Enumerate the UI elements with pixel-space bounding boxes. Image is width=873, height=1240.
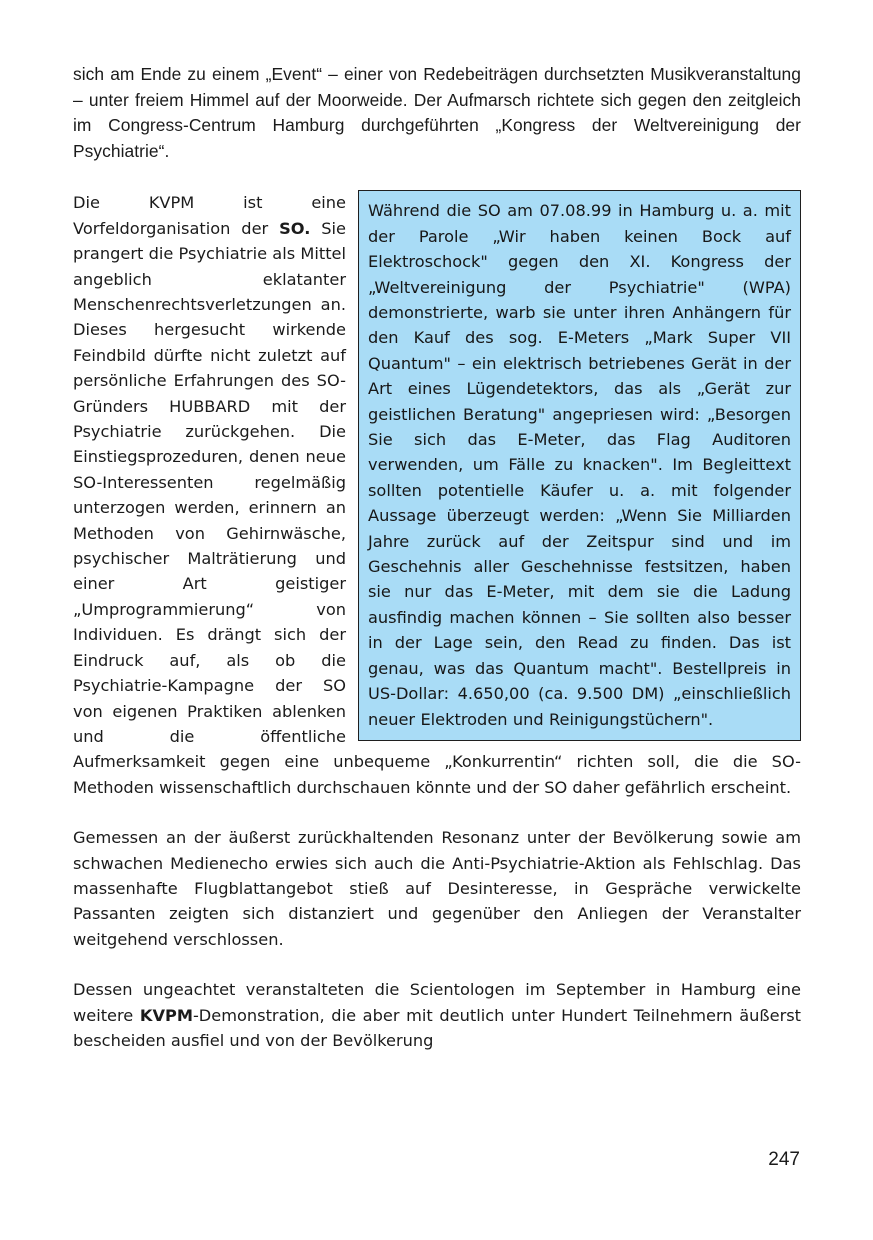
dessen-text-part-2: -Demonstration, die aber mit deutlich unter Hundert Teilnehmern äußerst bescheiden ausfiel und von der Bevölkerung bbox=[73, 1005, 802, 1050]
paragraph-dessen bbox=[73, 977, 801, 1053]
two-column-section bbox=[73, 190, 801, 800]
callout-box bbox=[358, 190, 801, 741]
callout-box-text: Während die SO am 07.08.99 in Hamburg u. a. mit der Parole „Wir haben keinen Bock auf Elektroschock" gegen den XI. Kongress der „Weltvereinigung der Psychiatrie" (WPA) demonstrierte, warb sie unter ihren Anhängern für den Kauf des sog. E-Meters „Mark Super VII Quantum" – ein elektrisch betriebenes Gerät in der Art eines Lügendetektors, das als „Gerät zur geistlichen Beratung" angepriesen wird: „Besorgen Sie sich das E-Meter, das Flag Auditoren verwenden, um Fälle zu knacken". Im Begleittext sollten potentielle Käufer u. a. mit folgender Aussage überzeugt werden: „Wenn Sie Milliarden Jahre zurück auf der Zeitspur sind und im Geschehnis aller Geschehnisse festsitzen, haben sie nur das E-Meter, mit dem sie die Ladung ausfindig machen können – Sie sollten also besser in der Lage sein, den Read zu finden. Das ist genau, was das Quantum macht". Bestellpreis in US-Dollar: 4.650,00 (ca. 9.500 DM) „einschließlich neuer Elektroden und Reinigungstüchern". bbox=[368, 201, 791, 729]
kvpm-bold-so: SO. bbox=[279, 218, 311, 238]
page-content bbox=[73, 62, 801, 1053]
dessen-bold-kvpm: KVPM bbox=[139, 1005, 193, 1025]
kvpm-text-part-2: Sie prangert die Psychiatrie als Mittel angeblich eklatanter Menschenrechtsverletzungen an. Dieses hergesucht wirkende Feindbild dürfte nicht zuletzt auf persönliche Erfahrungen des SO-Gründers HUBBARD mit der Psychiatrie zurückgehen. Die Einstiegsprozeduren, denen neue SO-Interessenten regelmäßig unterzogen werden, erinnern an Methoden von Gehirnwäsche, psychischer Malträtierung und einer Art geistiger „Umprogrammierung“ von Individuen. Es drängt sich der Eindruck auf, als ob die Psychiatrie-Kampagne der SO von eigenen Praktiken ablenken und die öffentliche Aufmerksamkeit gegen eine unbequeme „Konkurrentin“ richten soll, die die SO-Methoden wissenschaftlich durchschauen könnte und der SO daher gefährlich erscheint. bbox=[73, 218, 801, 797]
dessen-text-part-1: Dessen ungeachtet veranstalteten die Scientologen im September in Hamburg eine weitere bbox=[73, 980, 801, 1025]
kvpm-text-part-1: Die KVPM ist eine Vorfeldorganisation der bbox=[73, 193, 346, 238]
page-number: 247 bbox=[768, 1149, 800, 1170]
paragraph-intro: sich am Ende zu einem „Event“ – einer von Redebeiträgen durchsetzten Musikveranstaltung – unter freiem Himmel auf der Moorweide. Der Aufmarsch richtete sich gegen den zeitgleich im Congress-Centrum Hamburg durchgeführten „Kongress der Weltvereinigung der Psychiatrie“. bbox=[73, 64, 801, 161]
paragraph-resonanz: Gemessen an der äußerst zurückhaltenden Resonanz unter der Bevölkerung sowie am schwachen Medienecho erwies sich auch die Anti-Psychiatrie-Aktion als Fehlschlag. Das massenhafte Flugblattangebot stieß auf Desinteresse, in Gespräche verwickelte Passanten zeigten sich distanziert und gegenüber den Anliegen der Veranstalter weitgehend verschlossen. bbox=[73, 828, 801, 949]
